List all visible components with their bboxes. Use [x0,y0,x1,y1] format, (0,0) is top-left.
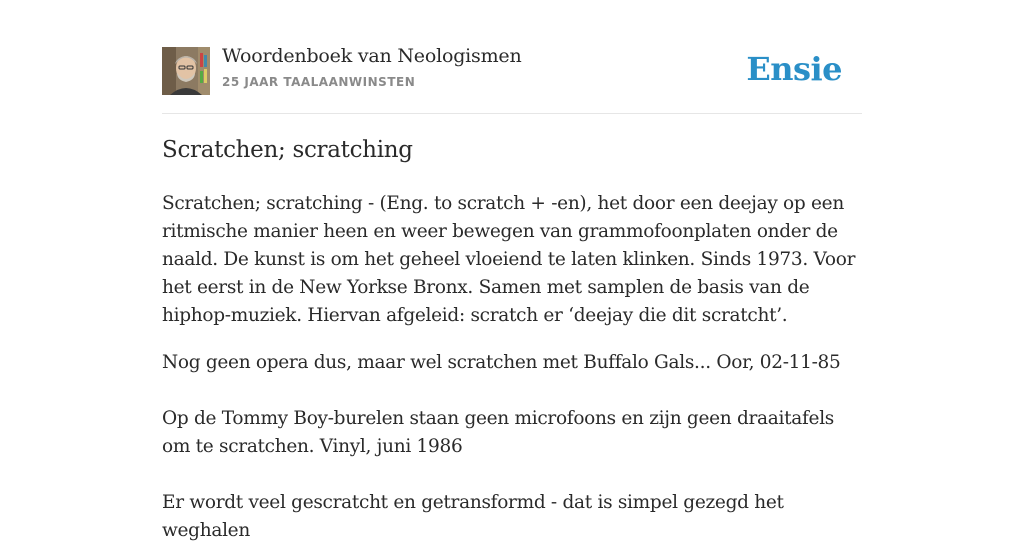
author-portrait-icon [162,47,210,95]
article-title: Scratchen; scratching [162,137,413,163]
publication-tagline: 25 JAAR TAALAANWINSTEN [222,75,416,89]
ensie-logo-link[interactable]: Ensie [746,50,842,88]
publication-header [162,0,862,114]
article-quote: Op de Tommy Boy-burelen staan geen microfoons en zijn geen draaitafels om te scratchen. Vinyl, juni 1986 [162,408,835,457]
article-quote: Er wordt veel gescratcht en getransformd - dat is simpel gezegd het weghalen [162,492,784,541]
article-quote: Nog geen opera dus, maar wel scratchen met Buffalo Gals... Oor, 02-11-85 [162,352,841,373]
article-definition: Scratchen; scratching - (Eng. to scratch + -en), het door een deejay op een ritmische manier heen en weer bewegen van grammofoonplaten onder de naald. De kunst is om het geheel vloeiend te laten klinken. Sinds 1973. Voor het eerst in de New Yorkse Bronx. Samen met samplen de basis van de hiphop-muziek. Hiervan afgeleid: scratch er ‘deejay die dit scratcht’. [162,193,856,326]
publication-name[interactable]: Woordenboek van Neologismen [222,45,522,67]
author-avatar[interactable] [162,47,210,95]
content-container [162,0,862,541]
